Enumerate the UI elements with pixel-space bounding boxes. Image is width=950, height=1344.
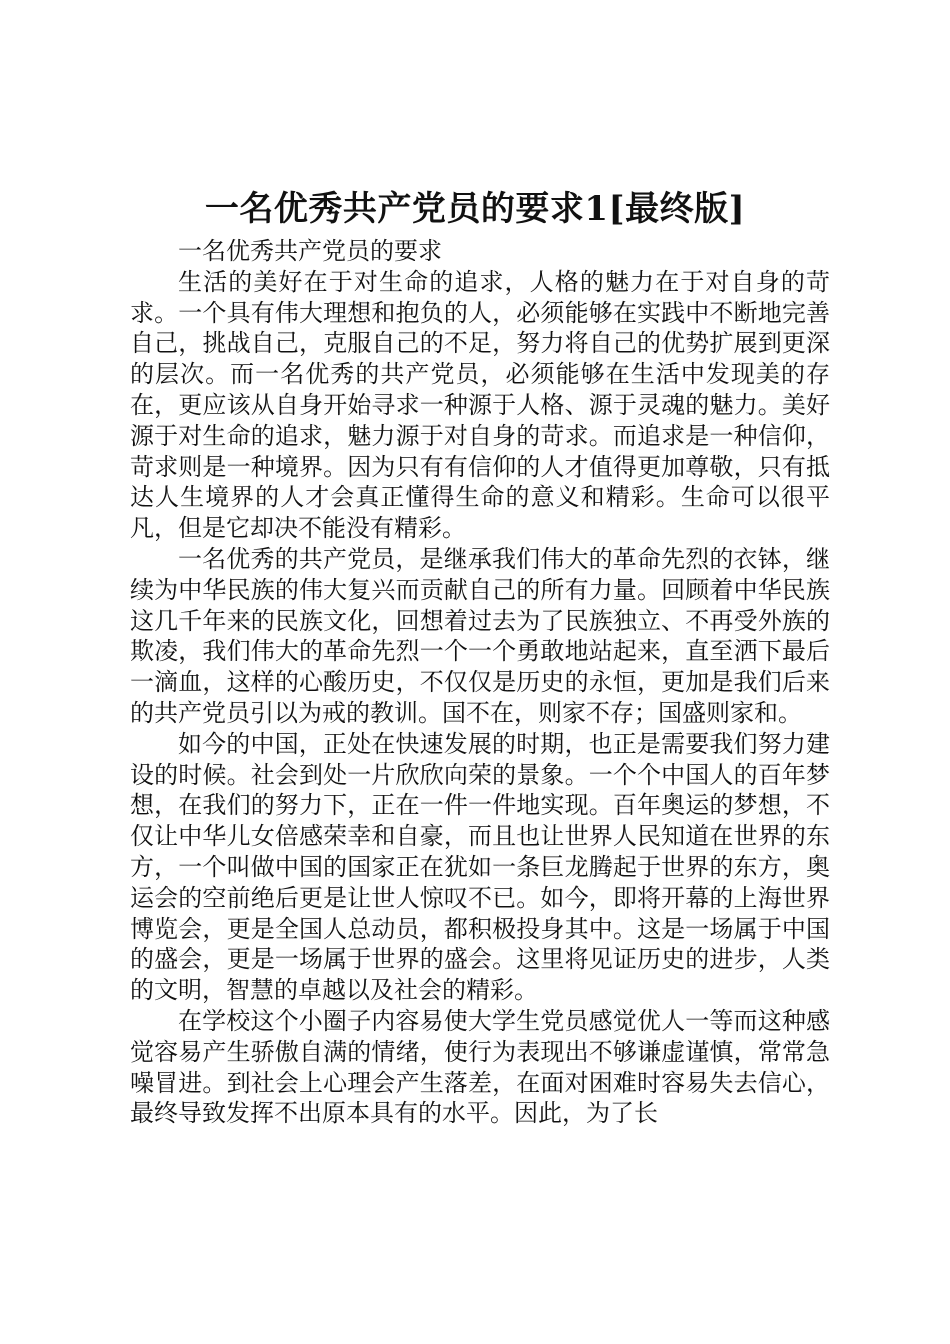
document-subtitle: 一名优秀共产党员的要求 — [178, 237, 442, 265]
paragraph: 如今的中国，正处在快速发展的时期，也正是需要我们努力建设的时候。社会到处一片欣欣向荣的景象。一个个中国人的百年梦想，在我们的努力下，正在一件一件地实现。百年奥运的梦想，不仅让中华儿女倍感荣幸和自豪，而且也让世界人民知道在世界的东方，一个叫做中国的国家正在犹如一条巨龙腾起于世界的东方，奥运会的空前绝后更是让世人惊叹不已。如今，即将开幕的上海世界博览会，更是全国人总动员，都积极投身其中。这是一场属于中国的盛会，更是一场属于世界的盛会。这里将见证历史的进步，人类的文明，智慧的卓越以及社会的精彩。 — [130, 729, 830, 1005]
paragraph: 生活的美好在于对生命的追求，人格的魅力在于对自身的苛求。一个具有伟大理想和抱负的人，必须能够在实践中不断地完善自己，挑战自己，克服自己的不足，努力将自己的优势扩展到更深的层次。而一名优秀的共产党员，必须能够在生活中发现美的存在，更应该从自身开始寻求一种源于人格、源于灵魂的魅力。美好源于对生命的追求，魅力源于对自身的苛求。而追求是一种信仰，苛求则是一种境界。因为只有有信仰的人才值得更加尊敬，只有抵达人生境界的人才会真正懂得生命的意义和精彩。生命可以很平凡，但是它却决不能没有精彩。 — [130, 267, 830, 543]
paragraph: 一名优秀的共产党员，是继承我们伟大的革命先烈的衣钵，继续为中华民族的伟大复兴而贡献自己的所有力量。回顾着中华民族这几千年来的民族文化，回想着过去为了民族独立、不再受外族的欺凌，我们伟大的革命先烈一个一个勇敢地站起来，直至洒下最后一滴血，这样的心酸历史，不仅仅是历史的永恒，更加是我们后来的共产党员引以为戒的教训。国不在，则家不存；国盛则家和。 — [130, 544, 830, 727]
paragraph: 在学校这个小圈子内容易使大学生党员感觉优人一等而这种感觉容易产生骄傲自满的情绪，使行为表现出不够谦虚谨慎，常常急噪冒进。到社会上心理会产生落差，在面对困难时容易失去信心，最终导致发挥不出原本具有的水平。因此，为了长 — [130, 1006, 830, 1128]
document-body — [130, 236, 830, 1129]
document-title: 一名优秀共产党员的要求1[最终版] — [204, 189, 746, 229]
